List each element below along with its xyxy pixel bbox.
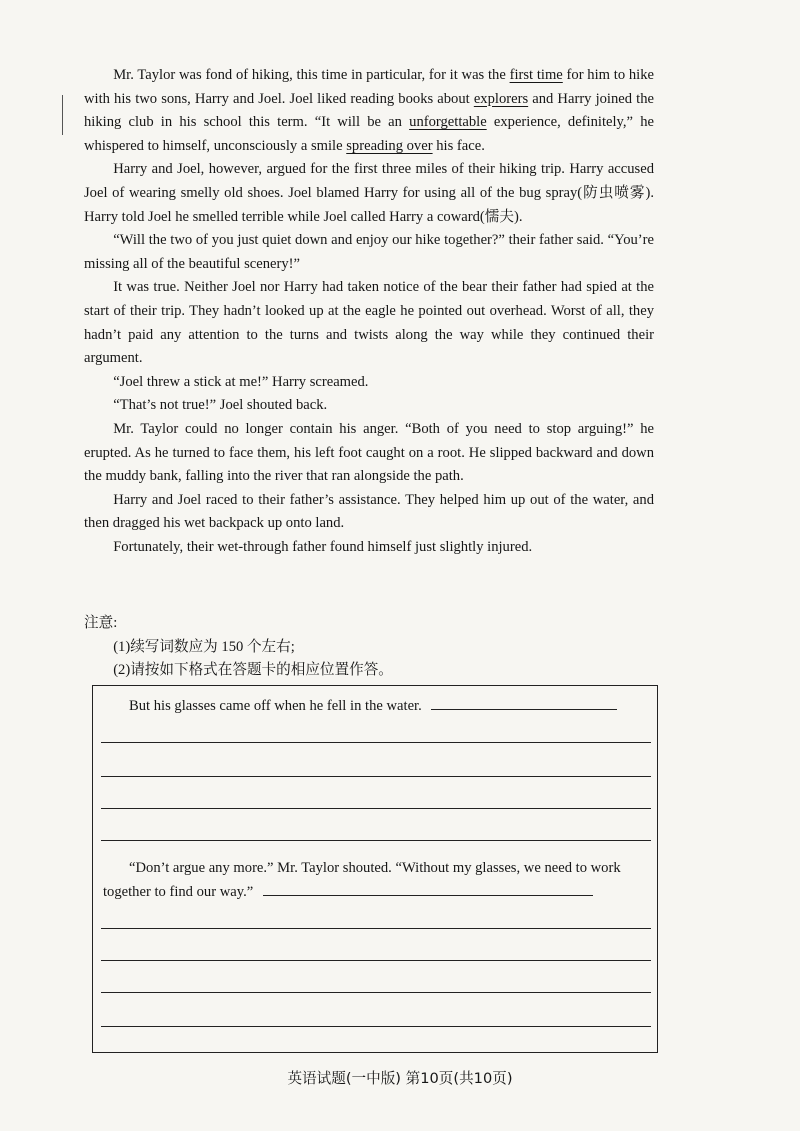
underlined-phrase: spreading over bbox=[346, 137, 433, 154]
writing-line[interactable] bbox=[101, 840, 651, 841]
story-paragraph-4: It was true. Neither Joel nor Harry had taken notice of the bear their father had spied at the start of their trip. They hadn’t looked up at the eagle he pointed out overhead. Worst of all, they hadn’t paid any attention to the turns and twists along the way while they continued their argument. bbox=[84, 279, 654, 367]
story-paragraph-8: Harry and Joel raced to their father’s assistance. They helped him up out of the water, and then dragged his wet backpack up onto land. bbox=[84, 491, 654, 532]
text-span: and Harry joined the hiking club in his school this term. “It will be an bbox=[84, 90, 655, 131]
writing-line[interactable] bbox=[101, 960, 651, 961]
inline-blank[interactable] bbox=[263, 881, 593, 896]
notes-heading: 注意: bbox=[84, 615, 118, 631]
writing-line[interactable] bbox=[101, 808, 651, 809]
underlined-phrase: first time bbox=[509, 67, 563, 83]
writing-line[interactable] bbox=[101, 928, 651, 929]
story-paragraph-6: “That’s not true!” Joel shouted back. bbox=[113, 397, 328, 414]
answer-paragraph-2 bbox=[103, 856, 651, 904]
underlined-phrase: unforgettable bbox=[409, 114, 487, 131]
story-paragraph-2: Harry and Joel, however, argued for the first three miles of their hiking trip. Harry accused Joel of wearing smelly old shoes. Joel blamed Harry for using all of the bug spray(防虫喷雾). Harry told Joel he smelled terrible while Joel called Harry a coward(懦夫). bbox=[84, 161, 654, 225]
note-item-2: (2)请按如下格式在答题卡的相应位置作答。 bbox=[113, 662, 393, 679]
text-span: Mr. Taylor was fond of hiking, this time in particular, for it was the bbox=[113, 67, 510, 83]
notes-section bbox=[84, 612, 654, 683]
story-paragraph-9: Fortunately, their wet-through father found himself just slightly injured. bbox=[113, 538, 533, 555]
note-item-1: (1)续写词数应为 150 个左右; bbox=[113, 638, 295, 655]
page-footer: 英语试题(一中版) 第10页(共10页) bbox=[287, 1070, 513, 1087]
writing-line[interactable] bbox=[101, 742, 651, 743]
paragraph-1-prompt: But his glasses came off when he fell in the water. bbox=[129, 698, 422, 714]
writing-line[interactable] bbox=[101, 1026, 651, 1027]
story-paragraph-1 bbox=[84, 64, 654, 158]
margin-mark bbox=[62, 95, 63, 135]
underlined-phrase: explorers bbox=[473, 90, 529, 107]
writing-line[interactable] bbox=[101, 776, 651, 777]
answer-box bbox=[92, 685, 658, 1053]
text-span: his face. bbox=[432, 137, 485, 154]
paragraph-2-prompt: “Don’t argue any more.” Mr. Taylor shouted. “Without my glasses, we need to work together to find our way.” bbox=[103, 860, 621, 900]
text-span: for him to hike with his two sons, Harry and Joel. Joel liked reading books about bbox=[84, 67, 654, 107]
inline-blank[interactable] bbox=[431, 695, 617, 710]
answer-paragraph-1 bbox=[103, 694, 651, 718]
story-paragraph-7: Mr. Taylor could no longer contain his anger. “Both of you need to stop arguing!” he erupted. As he turned to face them, his left foot caught on a root. He slipped backward and down the muddy bank, falling into the river that ran alongside the path. bbox=[84, 420, 654, 485]
writing-line[interactable] bbox=[101, 992, 651, 993]
story-text bbox=[84, 64, 654, 559]
story-paragraph-3: “Will the two of you just quiet down and enjoy our hike together?” their father said. “You’re missing all of the beautiful scenery!” bbox=[84, 232, 654, 272]
story-paragraph-5: “Joel threw a stick at me!” Harry screamed. bbox=[113, 373, 369, 390]
text-span: experience, definitely,” he whispered to himself, unconsciously a smile bbox=[84, 114, 654, 154]
